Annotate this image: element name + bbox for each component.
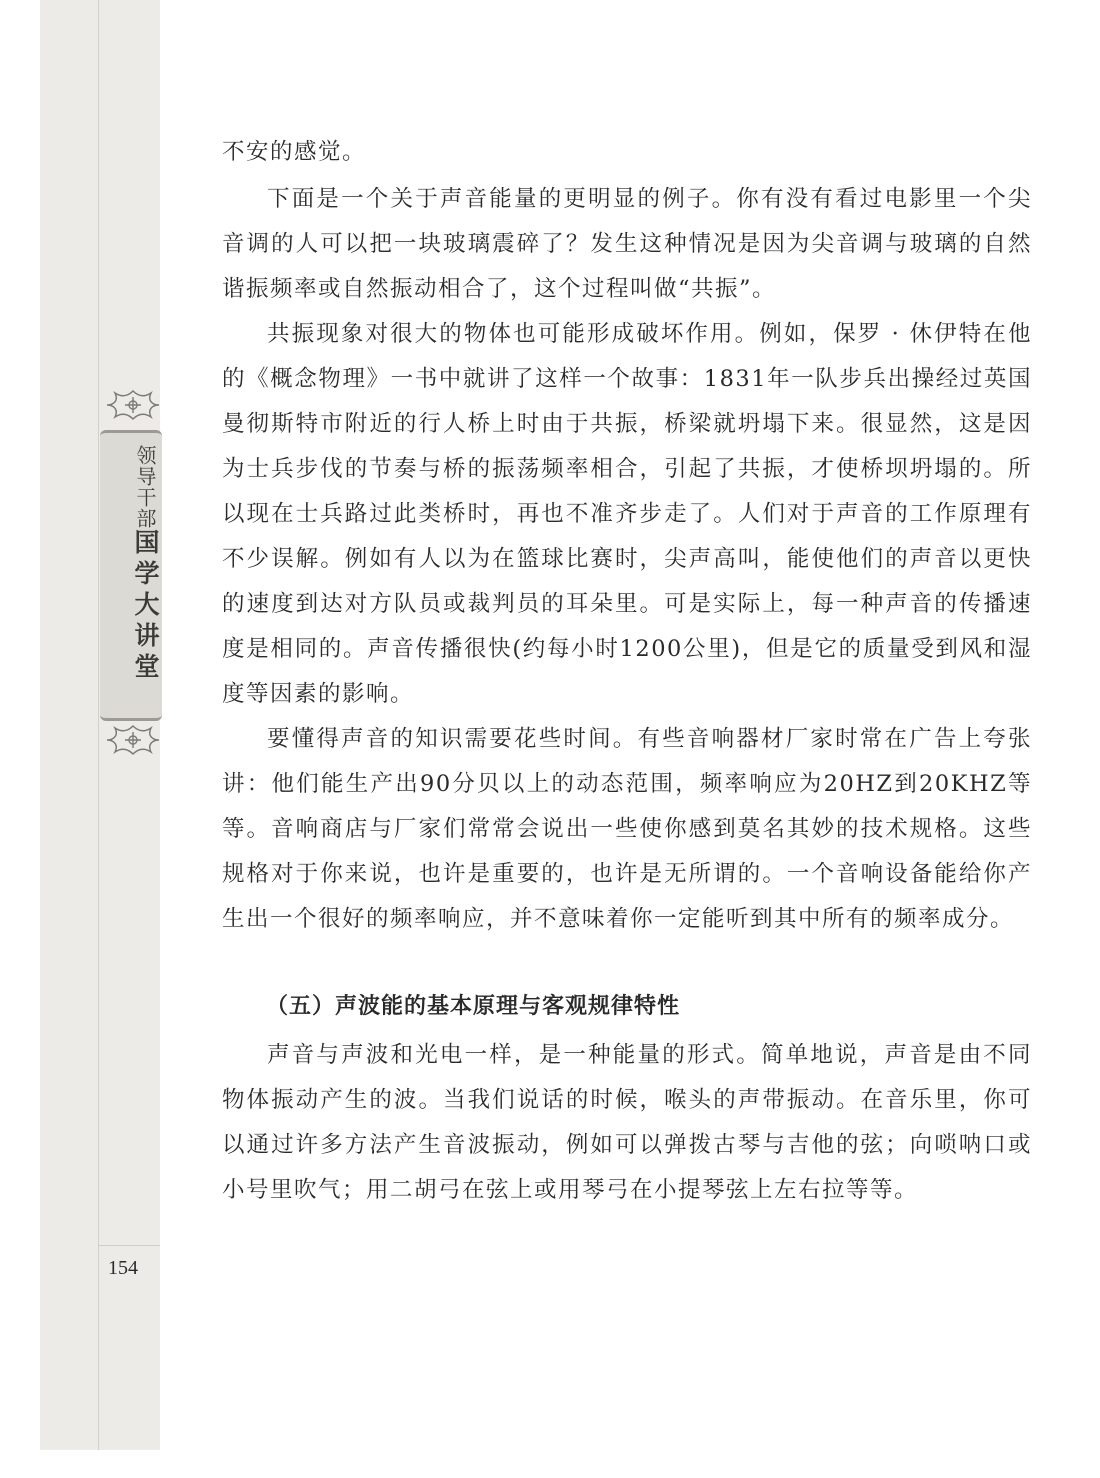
paragraph-resonance-bridge: 共振现象对很大的物体也可能形成破坏作用。例如，保罗 · 休伊特在他的《概念物理》一书中就讲了这样一个故事：1831年一队步兵出操经过英国曼彻斯特市附近的行人桥上时由于共振，桥梁就坍塌下来。很显然，这是因为士兵步伐的节奏与桥的振荡频率相合，引起了共振，才使桥坝坍塌的。所以现在士兵路过此类桥时，再也不准齐步走了。人们对于声音的工作原理有不少误解。例如有人以为在篮球比赛时，尖声高叫，能使他们的声音以更快的速度到达对方队员或裁判员的耳朵里。可是实际上，每一种声音的传播速度是相同的。声音传播很快(约每小时1200公里)，但是它的质量受到风和湿度等因素的影响。: [222, 321, 1032, 707]
section-heading: （五）声波能的基本原理与客观规律特性: [266, 994, 681, 1019]
series-title-light: 领导干部: [133, 445, 157, 529]
ornament-top-icon: [103, 385, 163, 425]
page-number: 154: [108, 1257, 138, 1279]
paragraph-sound-energy: 声音与声波和光电一样，是一种能量的形式。简单地说，声音是由不同物体振动产生的波。当我们说话的时候，喉头的声带振动。在音乐里，你可以通过许多方法产生音波振动，例如可以弹拨古琴与吉他的弦；向唢呐口或小号里吹气；用二胡弓在弦上或用琴弓在小提琴弦上左右拉等等。: [222, 1042, 1032, 1203]
opening-line: 不安的感觉。: [222, 139, 367, 165]
page-body: [222, 130, 1032, 1213]
ornament-bottom-icon: [103, 720, 163, 760]
paragraph-resonance-glass: 下面是一个关于声音能量的更明显的例子。你有没有看过电影里一个尖音调的人可以把一块玻璃震碎了？发生这种情况是因为尖音调与玻璃的自然谐振频率或自然振动相合了，这个过程叫做“共振”。: [222, 186, 1032, 302]
page-number-divider: [98, 1245, 160, 1246]
paragraph-audio-specs: 要懂得声音的知识需要花些时间。有些音响器材厂家时常在广告上夸张讲：他们能生产出90分贝以上的动态范围，频率响应为20HZ到20KHZ等等。音响商店与厂家们常常会说出一些使你感到莫名其妙的技术规格。这些规格对于你来说，也许是重要的，也许是无所谓的。一个音响设备能给你产生出一个很好的频率响应，并不意味着你一定能听到其中所有的频率成分。: [222, 726, 1032, 932]
series-title: [100, 445, 162, 684]
series-title-strong: 国学大讲堂: [131, 529, 160, 684]
series-title-tab: [100, 430, 162, 721]
sidebar-divider: [98, 0, 99, 1450]
